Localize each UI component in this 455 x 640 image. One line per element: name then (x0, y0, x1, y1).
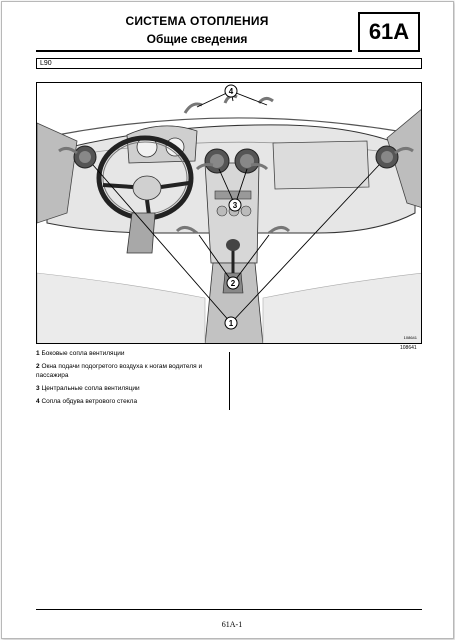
svg-text:4: 4 (228, 87, 234, 96)
figure-number-inner: 108641 (403, 335, 417, 340)
legend-item (36, 385, 221, 394)
legend-number: 2 (36, 363, 40, 370)
legend-text: Боковые сопла вентиляции (41, 350, 125, 357)
figure-number: 108641 (400, 345, 417, 351)
svg-text:1: 1 (228, 319, 234, 328)
svg-text:3: 3 (232, 201, 238, 210)
section-subtitle: Общие сведения (146, 32, 248, 46)
section-code-badge: 61A (358, 12, 420, 52)
legend-number: 4 (36, 397, 40, 405)
legend-number: 3 (36, 384, 40, 392)
page (1, 1, 454, 639)
legend-item (36, 350, 221, 359)
dashboard-illustration (37, 83, 422, 344)
legend-item (36, 363, 221, 380)
legend-text: Сопла обдува ветрового стекла (41, 397, 138, 405)
legend-list (36, 350, 221, 411)
callout-1 (225, 317, 237, 329)
dashboard-figure (36, 82, 422, 344)
footer-rule (36, 609, 422, 610)
callout-2 (227, 277, 239, 289)
model-label: L90 (40, 60, 52, 67)
legend-number: 1 (36, 350, 40, 357)
section-title: СИСТЕМА ОТОПЛЕНИЯ (125, 14, 269, 28)
callout-4 (225, 85, 237, 97)
page-number: 61A-1 (221, 620, 243, 629)
callout-3 (229, 199, 241, 211)
model-bar (36, 58, 422, 69)
column-divider (229, 352, 230, 410)
legend-item (36, 398, 221, 407)
svg-text:2: 2 (230, 279, 236, 288)
header-rule (36, 50, 352, 52)
legend-text: Окна подачи подогретого воздуха к ногам водителя и пассажира (36, 363, 203, 379)
legend-text: Центральные сопла вентиляции (41, 384, 140, 392)
